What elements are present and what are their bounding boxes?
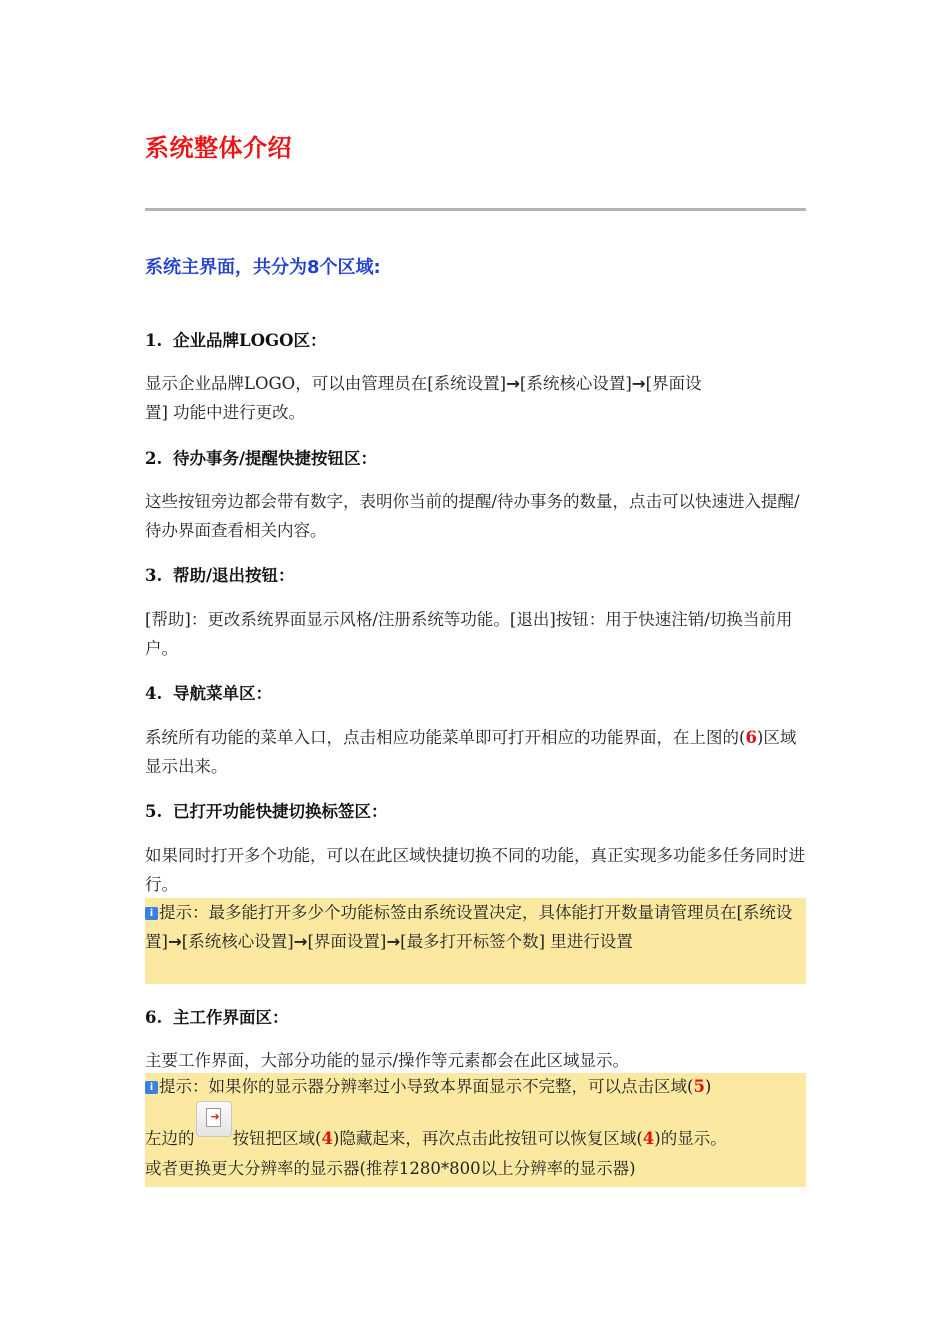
tip-last-line: 或者更换更大分辨率的显示器(推荐1280*800以上分辨率的显示器) <box>145 1159 636 1178</box>
arrow-right-icon: → <box>506 374 520 393</box>
section-3-text: [帮助]：更改系统界面显示风格/注册系统等功能。[退出]按钮：用于快速注销/切换当前用户。 <box>145 610 793 658</box>
area-number: 6 <box>745 728 757 747</box>
section-number: 2. <box>145 449 163 468</box>
section-title-text: 导航菜单区： <box>173 684 272 703</box>
section-number: 3. <box>145 566 163 585</box>
section-number: 6. <box>145 1008 163 1027</box>
area-number: 5 <box>693 1077 705 1096</box>
section-5-title <box>145 798 388 822</box>
section-title-text: 待办事务/提醒快捷按钮区： <box>173 449 378 468</box>
tip-box: i 提示：如果你的显示器分辨率过小导致本界面显示不完整，可以点击区域(5) 左边的 ➜ 按钮把区域(4)隐藏起来，再次点击此按钮可以恢复区域(4)的显示。 或者更换更大分辨率的显示器(推荐1280*800以上分辨率的显示器) <box>145 1073 806 1187</box>
section-subtitle: 系统主界面，共分为8个区域: <box>145 257 381 278</box>
tip-box: i 提示：最多能打开多少个功能标签由系统设置决定，具体能打开数量请管理员在[系统设置]→[系统核心设置]→[界面设置]→[最多打开标签个数] 里进行设置 <box>145 898 806 984</box>
arrow-right-icon: → <box>631 374 646 393</box>
page-title: 系统整体介绍 <box>145 134 292 162</box>
info-icon: i <box>145 1081 158 1094</box>
arrow-right-icon: → <box>386 932 401 951</box>
collapse-panel-button-icon: ➜ <box>196 1101 232 1137</box>
section-5-text: 如果同时打开多个功能，可以在此区域快捷切换不同的功能，真正实现多功能多任务同时进行。 <box>145 846 805 894</box>
tip-tail: )的显示。 <box>654 1129 727 1148</box>
section-6-text: 主要工作界面，大部分功能的显示/操作等元素都会在此区域显示。 <box>145 1051 630 1070</box>
section-number: 5. <box>145 802 163 821</box>
section-1-title <box>145 327 326 351</box>
area-number: 4 <box>321 1129 333 1148</box>
section-4-title <box>145 680 272 704</box>
section-title-text: 已打开功能快捷切换标签区： <box>173 802 388 821</box>
info-icon: i <box>145 907 158 920</box>
section-2-title <box>145 445 377 469</box>
section-6-title <box>145 1004 289 1028</box>
section-title-text: 主工作界面区： <box>173 1008 289 1027</box>
section-1-text: 显示企业品牌LOGO，可以由管理员在[系统设置]→[系统核心设置]→[界面设 置] 功能中进行更改。 <box>145 374 702 422</box>
area-number: 4 <box>642 1129 655 1148</box>
section-4-text: 系统所有功能的菜单入口，点击相应功能菜单即可打开相应的功能界面，在上图的(6)区域显示出来。 <box>145 728 797 776</box>
section-number: 1. <box>145 331 163 350</box>
section-title-text: 企业品牌LOGO区： <box>173 331 327 350</box>
arrow-right-icon: → <box>293 932 308 951</box>
arrow-right-icon: → <box>167 932 182 951</box>
divider <box>145 208 806 211</box>
section-3-title <box>145 562 295 586</box>
section-title-text: 帮助/退出按钮： <box>173 566 295 585</box>
section-2-text: 这些按钮旁边都会带有数字，表明你当前的提醒/待办事务的数量，点击可以快速进入提醒/待办界面查看相关内容。 <box>145 492 800 540</box>
section-number: 4. <box>145 684 163 703</box>
